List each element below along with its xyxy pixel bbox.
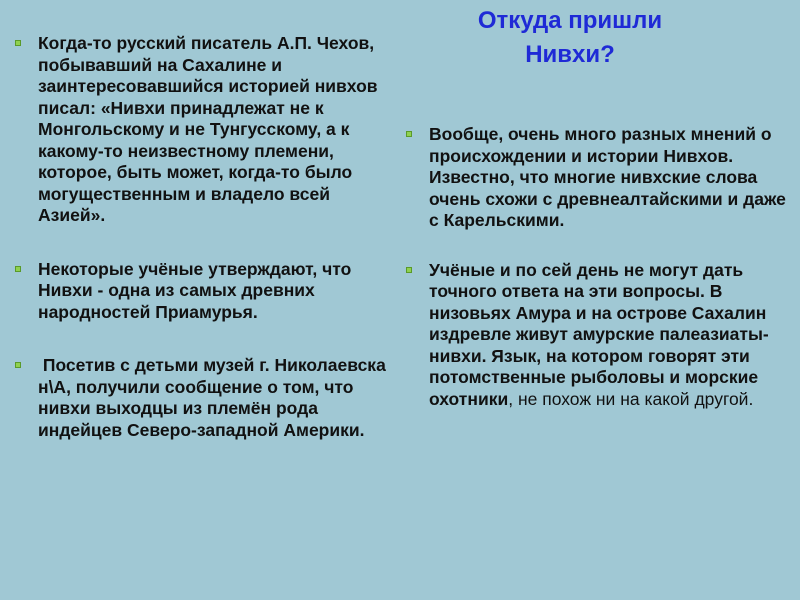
right-paragraph-1: [405, 124, 790, 232]
left-paragraph-1-text: Когда-то русский писатель А.П. Чехов, побывавший на Сахалине и заинтересовавшийся историей нивхов писал: «Нивхи принадлежат не к Монгольскому и не Тунгусскому, а к какому-то неизвестному племени, которое, быть может, когда-то было могущественным и владело всей Азией».: [38, 33, 378, 225]
slide-title: Откуда пришли Нивхи?: [477, 7, 663, 68]
bullet-icon: [406, 131, 412, 137]
right-paragraph-1-text: Вообще, очень много разных мнений о происхождении и истории Нивхов. Известно, что многие нивхские слова очень схожи с древнеалтайскими и даже с Карельскими.: [429, 124, 786, 230]
right-column: [405, 124, 790, 410]
left-paragraph-2: [14, 259, 394, 324]
right-paragraph-2-tail: , не похож ни на какой другой.: [508, 388, 754, 409]
left-paragraph-2-text: Некоторые учёные утверждают, что Нивхи - одна из самых древних народностей Приамурья.: [38, 258, 352, 322]
left-paragraph-1: [14, 33, 394, 227]
left-paragraph-3-text: Посетив с детьми музей г. Николаевска н\А, получили сообщение о том, что нивхи выходцы из племён рода индейцев Северо-западной Америки.: [38, 355, 391, 440]
left-paragraph-3: [14, 355, 394, 441]
right-paragraph-2: [405, 260, 790, 411]
bullet-icon: [15, 40, 21, 46]
bullet-icon: [15, 266, 21, 272]
bullet-icon: [15, 362, 21, 368]
bullet-icon: [406, 267, 412, 273]
left-column: [14, 33, 394, 441]
right-paragraph-2-text: Учёные и по сей день не могут дать точного ответа на эти вопросы. В низовьях Амура и на острове Сахалин издревле живут амурские палеазиаты-нивхи. Язык, на котором говорят эти потомственные рыболовы и морские охотники: [429, 259, 769, 409]
